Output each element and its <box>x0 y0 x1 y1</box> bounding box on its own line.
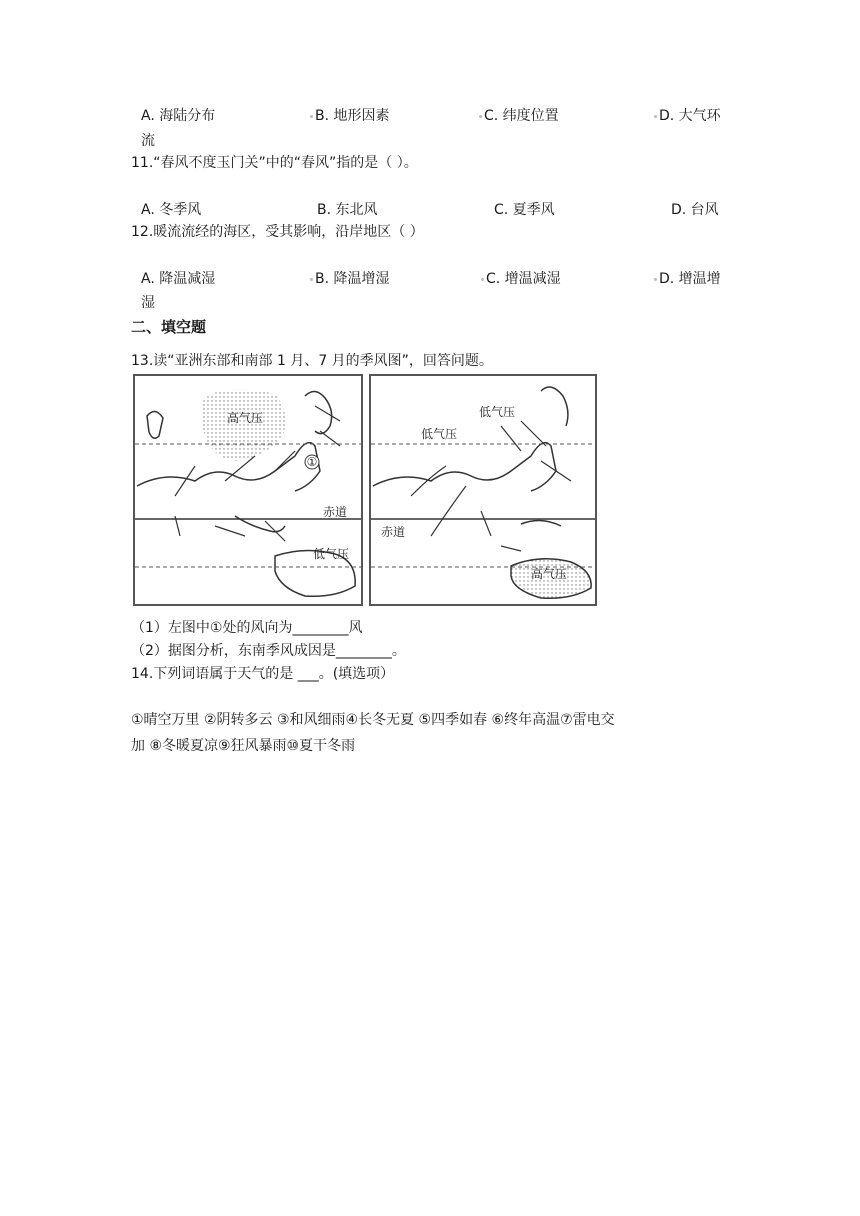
q12-option-a: A. 降温减湿 <box>141 271 216 287</box>
wind-arrow <box>481 511 491 536</box>
q12-option-d: D. 增温增 <box>654 268 721 288</box>
high-pressure-label: 高气压 <box>227 411 264 425</box>
q14-line2: 加 ⑧冬暖夏凉⑨狂风暴雨⑩夏干冬雨 <box>131 738 356 754</box>
section-title: 二、填空题 <box>131 318 207 336</box>
high-pressure-area <box>201 389 285 461</box>
q10-option-b: B. 地形因素 <box>310 105 390 125</box>
wind-arrow <box>275 451 295 471</box>
equator-label: 赤道 <box>323 505 348 519</box>
coastline <box>305 391 332 433</box>
equator-label: 赤道 <box>381 525 406 539</box>
coastline <box>147 411 163 438</box>
wind-arrow <box>431 486 466 536</box>
q12-option-wrap: 湿 <box>141 295 155 311</box>
wind-arrow <box>521 421 546 446</box>
wind-arrow <box>411 466 446 496</box>
coastline <box>541 387 568 426</box>
map-january <box>133 374 363 606</box>
wind-arrow <box>501 546 521 551</box>
q13-sub1: （1）左图中①处的风向为________风 <box>131 620 363 636</box>
high-pressure-label: 高气压 <box>531 567 568 581</box>
q14-line1: ①晴空万里 ②阴转多云 ③和风细雨④长冬无夏 ⑤四季如春 ⑥终年高温⑦雷电交 <box>131 712 615 728</box>
wind-arrow <box>541 461 571 481</box>
q10-option-a: A. 海陆分布 <box>141 108 216 124</box>
q13-stem: 13.读“亚洲东部和南部 1 月、7 月的季风图”，回答问题。 <box>131 353 493 369</box>
map-july-svg <box>371 376 595 604</box>
q11-option-a: A. 冬季风 <box>141 202 202 218</box>
q10-option-c: C. 纬度位置 <box>479 105 559 125</box>
wind-arrow <box>215 526 245 536</box>
q11-option-b: B. 东北风 <box>317 202 378 218</box>
q11-stem: 11.“春风不度玉门关”中的“春风”指的是（ ）。 <box>131 155 418 171</box>
low-pressure-label: 低气压 <box>313 547 350 561</box>
low-pressure-label-2: 低气压 <box>421 427 458 441</box>
wind-arrow <box>320 431 340 446</box>
wind-arrow <box>501 426 521 451</box>
coastline <box>521 520 561 526</box>
coastline <box>373 443 556 491</box>
q12-option-b: B. 降温增湿 <box>310 268 390 288</box>
q12-option-c: C. 增温减湿 <box>481 268 561 288</box>
map-january-svg <box>135 376 361 604</box>
low-pressure-label-1: 低气压 <box>479 405 516 419</box>
marker-label: ① <box>306 455 318 469</box>
q10-option-d: D. 大气环 <box>654 105 721 125</box>
wind-arrow <box>315 406 340 421</box>
q13-sub2: （2）据图分析，东南季风成因是________。 <box>131 643 406 659</box>
q10-option-wrap: 流 <box>141 133 155 149</box>
map-july <box>369 374 597 606</box>
q11-option-d: D. 台风 <box>671 202 719 218</box>
q11-option-c: C. 夏季风 <box>494 202 555 218</box>
wind-arrow <box>175 466 195 496</box>
q12-stem: 12.暖流流经的海区，受其影响，沿岸地区（ ） <box>131 224 424 240</box>
q14-stem: 14.下列词语属于天气的是 ___。(填选项） <box>131 666 395 682</box>
